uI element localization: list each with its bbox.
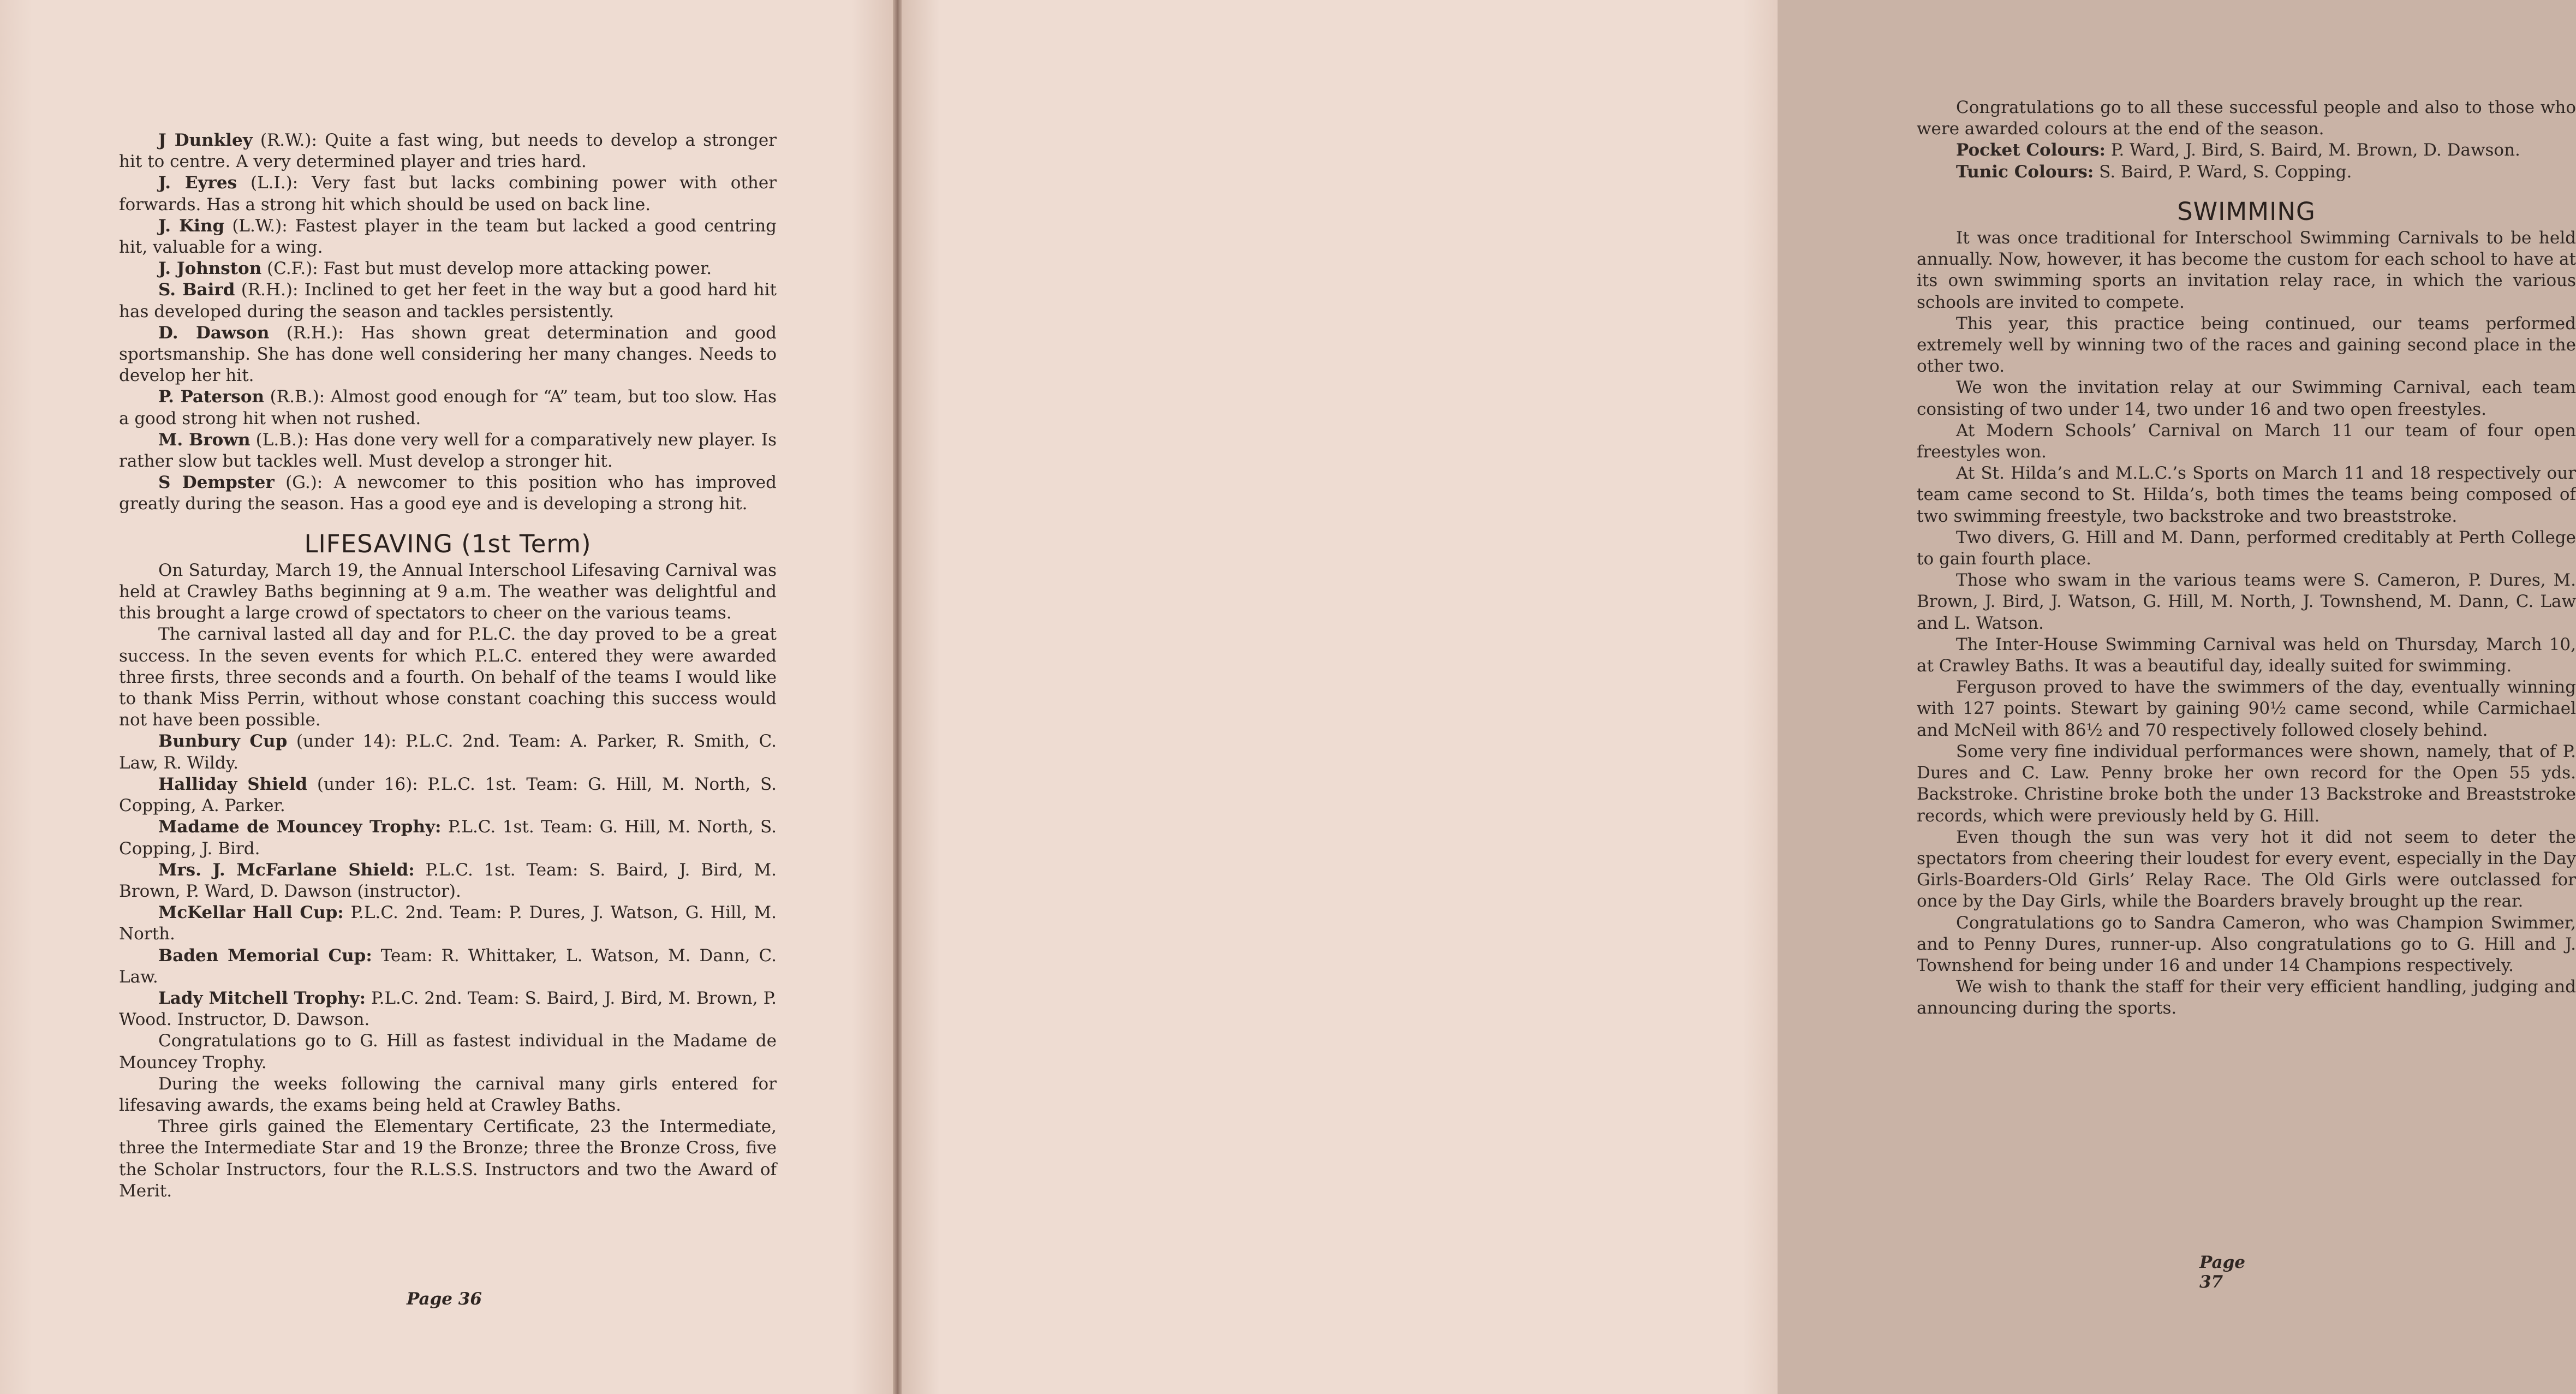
paragraph: At Modern Schools’ Carnival on March 11 our team of four open freestyles won.: [1917, 420, 2576, 462]
paragraph: This year, this practice being continued, our teams performed extremely well by winning two of the races and gaining second place in the other two.: [1917, 313, 2576, 377]
paragraph: On Saturday, March 19, the Annual Interschool Lifesaving Carnival was held at Crawley Baths beginning at 9 a.m. The weather was delightful and this brought a large crowd of spectators to cheer on the various teams.: [119, 560, 777, 623]
trophy-detail: P.L.C. 1st. Team: S. Baird, J. Bird, M. Brown, P. Ward, D. Dawson (instructor).: [119, 860, 777, 901]
player-comment: (L.W.): Fastest player in the team but lacked a good centring hit, valuable for a wing.: [119, 216, 777, 258]
paragraph: We wish to thank the staff for their very efficient handling, judging and announcing during the sports.: [1917, 977, 2576, 1018]
trophy-result: [119, 731, 777, 773]
player-comment: (R.W.): Quite a fast wing, but needs to develop a stronger hit to centre. A very determined player and tries hard.: [119, 130, 777, 172]
player-report: [119, 216, 777, 258]
trophy-name: Madame de Mouncey Trophy:: [158, 817, 442, 837]
trophy-result: [119, 817, 777, 859]
right-page-text: [1917, 97, 2576, 1020]
trophy-name: Mrs. J. McFarlane Shield:: [158, 860, 415, 880]
left-page-text: [119, 130, 777, 1202]
player-comment: (G.): A newcomer to this position who has improved greatly during the season. Has a good eye and is developing a strong hit.: [119, 473, 777, 514]
colours-names: S. Baird, P. Ward, S. Copping.: [2094, 162, 2352, 182]
paragraph: At St. Hilda’s and M.L.C.’s Sports on March 11 and 18 respectively our team came second to St. Hilda’s, both times the teams being composed of two swimming freestyle, two backstroke and two breaststroke.: [1917, 463, 2576, 526]
trophy-result: [119, 988, 777, 1030]
player-report: [119, 323, 777, 387]
trophy-detail: P.L.C. 1st. Team: G. Hill, M. North, S. Copping, J. Bird.: [119, 817, 777, 859]
paragraph: Three girls gained the Elementary Certificate, 23 the Intermediate, three the Intermediate Star and 19 the Bronze; three the Bronze Cross, five the Scholar Instructors, four the R.L.S.S. Instructors and two the Award of Merit.: [119, 1117, 777, 1201]
paragraph: Congratulations go to Sandra Cameron, who was Champion Swimmer, and to Penny Dures, runner-up. Also congratulations go to G. Hill and J. Townshend for being under 16 and under 14 Champions respectively.: [1917, 913, 2576, 975]
trophy-name: Halliday Shield: [158, 774, 308, 794]
player-report: [119, 279, 777, 322]
paragraph: We won the invitation relay at our Swimming Carnival, each team consisting of two under 14, two under 16 and two open freestyles.: [1917, 378, 2576, 419]
trophy-result: [119, 774, 777, 817]
paragraph: Even though the sun was very hot it did not seem to deter the spectators from cheering their loudest for every event, especially in the Day Girls-Boarders-Old Girls’ Relay Race. The Old Girls were outclassed for once by the Day Girls, while the Boarders bravely brought up the rear.: [1917, 827, 2576, 912]
trophy-detail: P.L.C. 2nd. Team: S. Baird, J. Bird, M. Brown, P. Wood. Instructor, D. Dawson.: [119, 988, 777, 1030]
swimming-heading: SWIMMING: [2177, 196, 2316, 226]
paragraph: During the weeks following the carnival many girls entered for lifesaving awards, the exams being held at Crawley Baths.: [119, 1074, 777, 1115]
player-comment: (C.F.): Fast but must develop more attacking power.: [261, 259, 712, 279]
player-comment: (L.B.): Has done very well for a comparatively new player. Is rather slow but tackles well. Must develop a stronger hit.: [119, 430, 777, 472]
player-comment: (R.H.): Inclined to get her feet in the way but a good hard hit has developed during the season and tackles persistently.: [119, 280, 777, 321]
player-report: [119, 172, 777, 215]
player-name: J. Johnston: [158, 259, 262, 279]
paragraph: Ferguson proved to have the swimmers of the day, eventually winning with 127 points. Stewart by gaining 90½ came second, while Carmichael and McNeil with 86½ and 70 respectively followed closely behind.: [1917, 677, 2576, 740]
player-name: S. Baird: [158, 280, 235, 300]
player-comment: (L.I.): Very fast but lacks combining power with other forwards. Has a strong hit which should be used on back line.: [119, 173, 777, 215]
player-report: [119, 472, 777, 515]
trophy-results: [119, 731, 777, 1030]
paragraph: Congratulations go to G. Hill as fastest individual in the Madame de Mouncey Trophy.: [119, 1031, 777, 1073]
player-report: [119, 258, 777, 279]
page-number-right: Page 37: [2199, 1253, 2245, 1292]
hockey-player-reports: [119, 130, 777, 515]
paragraph: Some very fine individual performances were shown, namely, that of P. Dures and C. Law. Penny broke her own record for the Open 55 yds. Backstroke. Christine broke both the under 13 Backstroke and Breaststroke records, which were previously held by G. Hill.: [1917, 741, 2576, 826]
player-name: J. Eyres: [158, 173, 237, 193]
right-page: [902, 0, 2576, 1394]
left-page: [0, 0, 895, 1394]
paragraph: It was once traditional for Interschool Swimming Carnivals to be held annually. Now, however, it has become the custom for each school to have at its own swimming sports an invitation relay race, in which the various schools are invited to compete.: [1917, 228, 2576, 312]
player-report: [119, 386, 777, 429]
trophy-result: [119, 902, 777, 945]
player-comment: (R.H.): Has shown great determination and good sportsmanship. She has done well considering her many changes. Needs to develop her hit.: [119, 323, 777, 386]
trophy-detail: Team: R. Whittaker, L. Watson, M. Dann, C. Law.: [119, 945, 777, 987]
paragraph: The Inter-House Swimming Carnival was held on Thursday, March 10, at Crawley Baths. It was a beautiful day, ideally suited for swimming.: [1917, 634, 2576, 676]
paragraph: Congratulations go to all these successful people and also to those who were awarded colours at the end of the season.: [1917, 98, 2576, 139]
player-name: J Dunkley: [158, 130, 253, 150]
paragraph: The carnival lasted all day and for P.L.C. the day proved to be a great success. In the seven events for which P.L.C. entered they were awarded three firsts, three seconds and a fourth. On behalf of the teams I would like to thank Miss Perrin, without whose constant coaching this success would not have been possible.: [119, 624, 777, 730]
trophy-name: Bunbury Cup: [158, 731, 288, 752]
colours-label: Tunic Colours:: [1956, 162, 2094, 182]
player-name: J. King: [158, 216, 225, 236]
paragraph: Those who swam in the various teams were S. Cameron, P. Dures, M. Brown, J. Bird, J. Watson, G. Hill, M. North, J. Townshend, M. Dann, C. Law and L. Watson.: [1917, 570, 2576, 633]
player-name: S Dempster: [158, 473, 275, 493]
player-name: D. Dawson: [158, 323, 270, 343]
colours-list: [1917, 140, 2576, 161]
colours-names: P. Ward, J. Bird, S. Baird, M. Brown, D. Dawson.: [2105, 140, 2520, 160]
trophy-result: [119, 860, 777, 902]
lifesaving-heading: LIFESAVING (1st Term): [304, 529, 592, 558]
trophy-result: [119, 945, 777, 988]
player-name: M. Brown: [158, 430, 251, 450]
page-number-left: Page 36: [407, 1289, 482, 1309]
player-report: [119, 430, 777, 472]
trophy-name: McKellar Hall Cup:: [158, 903, 344, 923]
trophy-name: Lady Mitchell Trophy:: [158, 988, 366, 1008]
player-comment: (R.B.): Almost good enough for “A” team, but too slow. Has a good strong hit when not rushed.: [119, 387, 777, 428]
colours-list: [1917, 162, 2576, 183]
colours-label: Pocket Colours:: [1956, 140, 2106, 160]
trophy-detail: (under 14): P.L.C. 2nd. Team: A. Parker, R. Smith, C. Law, R. Wildy.: [119, 731, 777, 773]
paragraph: Two divers, G. Hill and M. Dann, performed creditably at Perth College to gain fourth place.: [1917, 527, 2576, 569]
player-report: [119, 130, 777, 172]
trophy-detail: (under 16): P.L.C. 1st. Team: G. Hill, M. North, S. Copping, A. Parker.: [119, 774, 777, 816]
player-name: P. Paterson: [158, 387, 265, 407]
trophy-detail: P.L.C. 2nd. Team: P. Dures, J. Watson, G. Hill, M. North.: [119, 903, 777, 944]
trophy-name: Baden Memorial Cup:: [158, 945, 372, 966]
